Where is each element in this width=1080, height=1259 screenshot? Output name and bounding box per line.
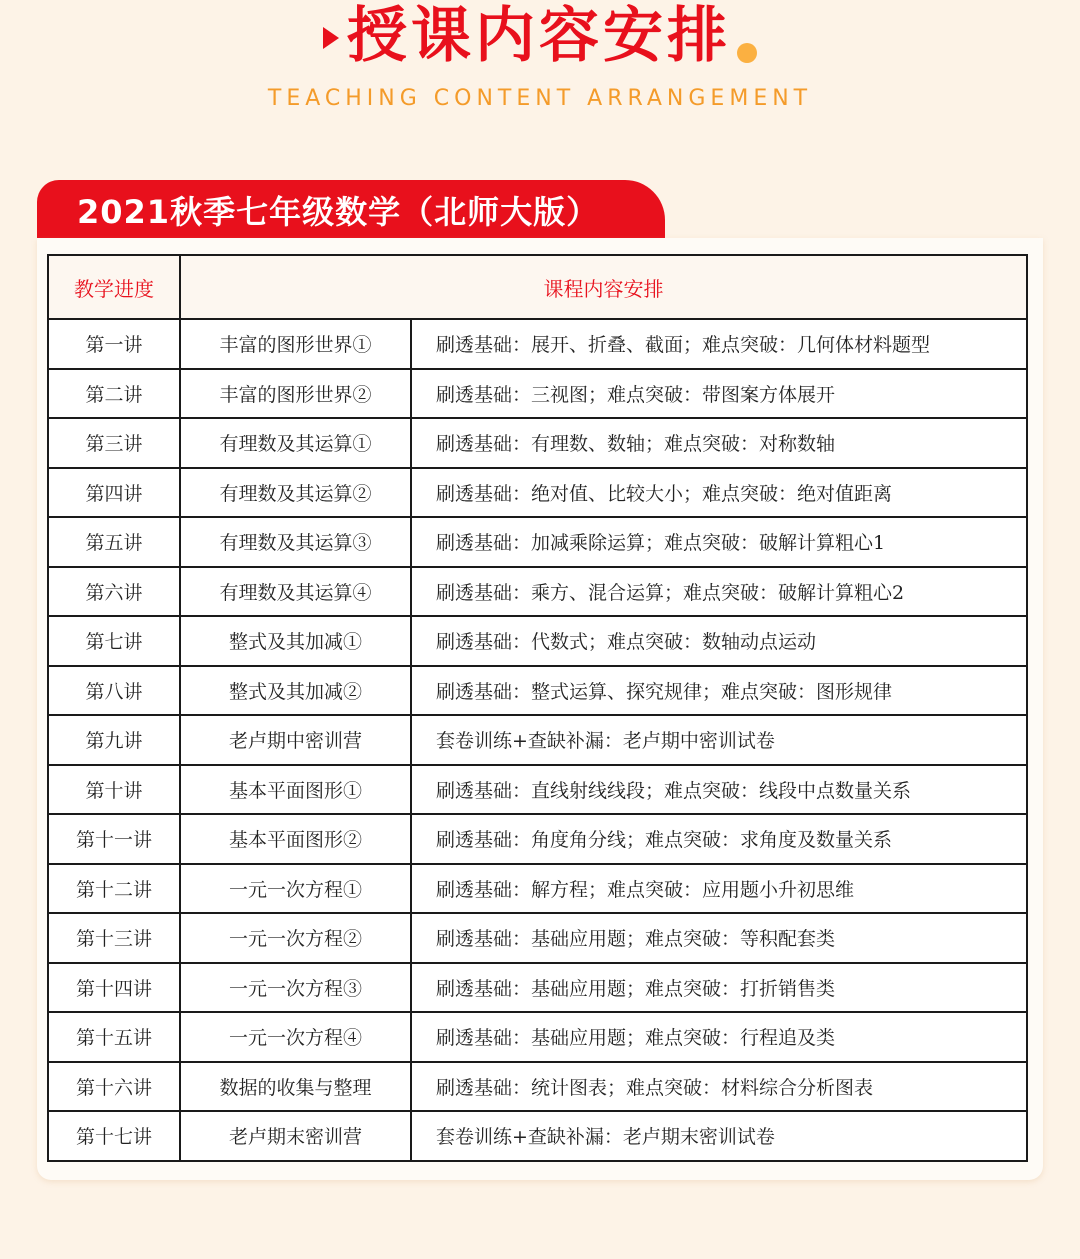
- topic-cell: 整式及其加减②: [180, 666, 411, 716]
- lesson-cell: 第三讲: [48, 418, 180, 468]
- detail-cell: 套卷训练+查缺补漏：老卢期中密训试卷: [411, 715, 1027, 765]
- detail-cell: 刷透基础：直线射线线段；难点突破：线段中点数量关系: [411, 765, 1027, 815]
- detail-cell: 套卷训练+查缺补漏：老卢期末密训试卷: [411, 1111, 1027, 1161]
- topic-cell: 有理数及其运算②: [180, 468, 411, 518]
- lesson-cell: 第十七讲: [48, 1111, 180, 1161]
- lesson-cell: 第十六讲: [48, 1062, 180, 1112]
- topic-cell: 丰富的图形世界②: [180, 369, 411, 419]
- course-tab: [37, 180, 665, 240]
- topic-cell: 基本平面图形①: [180, 765, 411, 815]
- table-row: [48, 1111, 1027, 1161]
- title-row: [0, 0, 1080, 72]
- lesson-cell: 第十讲: [48, 765, 180, 815]
- detail-cell: 刷透基础：绝对值、比较大小；难点突破：绝对值距离: [411, 468, 1027, 518]
- lesson-cell: 第八讲: [48, 666, 180, 716]
- detail-cell: 刷透基础：乘方、混合运算；难点突破：破解计算粗心2: [411, 567, 1027, 617]
- lesson-cell: 第一讲: [48, 319, 180, 369]
- table-header-row: [48, 255, 1027, 319]
- dot-icon: [737, 43, 757, 63]
- topic-cell: 丰富的图形世界①: [180, 319, 411, 369]
- lesson-cell: 第十三讲: [48, 913, 180, 963]
- lesson-cell: 第七讲: [48, 616, 180, 666]
- detail-cell: 刷透基础：有理数、数轴；难点突破：对称数轴: [411, 418, 1027, 468]
- topic-cell: 一元一次方程①: [180, 864, 411, 914]
- table-row: [48, 369, 1027, 419]
- course-tab-label: 2021秋季七年级数学（北师大版）: [77, 193, 600, 231]
- page-header: [0, 0, 1080, 130]
- detail-cell: 刷透基础：代数式；难点突破：数轴动点运动: [411, 616, 1027, 666]
- table-row: [48, 1012, 1027, 1062]
- table-row: [48, 1062, 1027, 1112]
- topic-cell: 基本平面图形②: [180, 814, 411, 864]
- detail-cell: 刷透基础：整式运算、探究规律；难点突破：图形规律: [411, 666, 1027, 716]
- table-row: [48, 765, 1027, 815]
- lesson-cell: 第十四讲: [48, 963, 180, 1013]
- table-row: [48, 715, 1027, 765]
- detail-cell: 刷透基础：基础应用题；难点突破：行程追及类: [411, 1012, 1027, 1062]
- table-row: [48, 517, 1027, 567]
- topic-cell: 有理数及其运算①: [180, 418, 411, 468]
- detail-cell: 刷透基础：统计图表；难点突破：材料综合分析图表: [411, 1062, 1027, 1112]
- triangle-bullet-icon: [323, 27, 339, 49]
- topic-cell: 数据的收集与整理: [180, 1062, 411, 1112]
- lesson-cell: 第十二讲: [48, 864, 180, 914]
- lesson-cell: 第十五讲: [48, 1012, 180, 1062]
- header-progress: 教学进度: [48, 255, 180, 319]
- lesson-cell: 第九讲: [48, 715, 180, 765]
- table-row: [48, 418, 1027, 468]
- page-subtitle: TEACHING CONTENT ARRANGEMENT: [267, 86, 813, 111]
- lesson-cell: 第十一讲: [48, 814, 180, 864]
- table-row: [48, 666, 1027, 716]
- topic-cell: 整式及其加减①: [180, 616, 411, 666]
- table-row: [48, 567, 1027, 617]
- topic-cell: 一元一次方程③: [180, 963, 411, 1013]
- detail-cell: 刷透基础：三视图；难点突破：带图案方体展开: [411, 369, 1027, 419]
- schedule-table: [47, 254, 1028, 1162]
- table-row: [48, 319, 1027, 369]
- table-row: [48, 864, 1027, 914]
- topic-cell: 有理数及其运算③: [180, 517, 411, 567]
- lesson-cell: 第五讲: [48, 517, 180, 567]
- table-row: [48, 963, 1027, 1013]
- detail-cell: 刷透基础：展开、折叠、截面；难点突破：几何体材料题型: [411, 319, 1027, 369]
- table-row: [48, 616, 1027, 666]
- topic-cell: 老卢期中密训营: [180, 715, 411, 765]
- detail-cell: 刷透基础：解方程；难点突破：应用题小升初思维: [411, 864, 1027, 914]
- lesson-cell: 第二讲: [48, 369, 180, 419]
- topic-cell: 一元一次方程②: [180, 913, 411, 963]
- page-title: 授课内容安排: [347, 1, 731, 71]
- header-content: 课程内容安排: [180, 255, 1027, 319]
- lesson-cell: 第四讲: [48, 468, 180, 518]
- table-row: [48, 913, 1027, 963]
- table-row: [48, 468, 1027, 518]
- table-row: [48, 814, 1027, 864]
- topic-cell: 有理数及其运算④: [180, 567, 411, 617]
- detail-cell: 刷透基础：角度角分线；难点突破：求角度及数量关系: [411, 814, 1027, 864]
- detail-cell: 刷透基础：基础应用题；难点突破：等积配套类: [411, 913, 1027, 963]
- topic-cell: 一元一次方程④: [180, 1012, 411, 1062]
- lesson-cell: 第六讲: [48, 567, 180, 617]
- detail-cell: 刷透基础：加减乘除运算；难点突破：破解计算粗心1: [411, 517, 1027, 567]
- topic-cell: 老卢期末密训营: [180, 1111, 411, 1161]
- detail-cell: 刷透基础：基础应用题；难点突破：打折销售类: [411, 963, 1027, 1013]
- table-body: [48, 319, 1027, 1161]
